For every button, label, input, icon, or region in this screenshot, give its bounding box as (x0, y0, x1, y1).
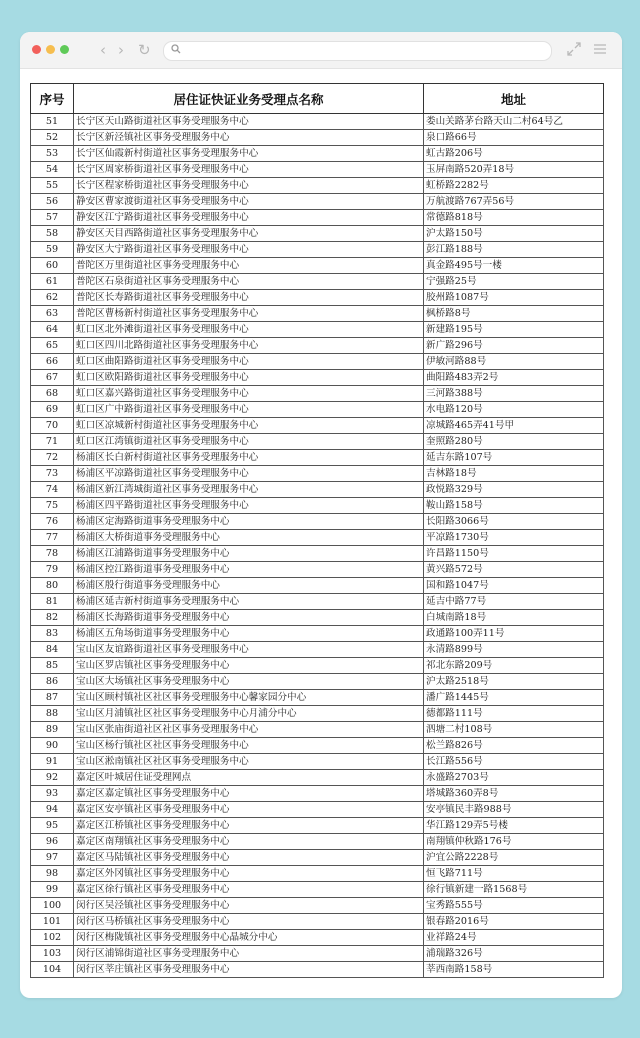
row-name: 闵行区莘庄镇社区事务受理服务中心 (74, 962, 424, 978)
search-icon (171, 44, 181, 54)
row-address: 莘西南路158号 (424, 962, 604, 978)
row-address: 松兰路826号 (424, 738, 604, 754)
row-name: 杨浦区江浦路街道事务受理服务中心 (74, 546, 424, 562)
row-name: 杨浦区新江湾城街道社区事务受理服务中心 (74, 482, 424, 498)
table-row (31, 738, 604, 754)
row-address: 彭江路188号 (424, 242, 604, 258)
row-name: 宝山区罗店镇社区事务受理服务中心 (74, 658, 424, 674)
row-name: 闵行区梅陇镇社区事务受理服务中心晶城分中心 (74, 930, 424, 946)
table-row (31, 210, 604, 226)
row-address: 银春路2016号 (424, 914, 604, 930)
row-address: 玉屏南路520弄18号 (424, 162, 604, 178)
table-row (31, 914, 604, 930)
row-index: 94 (31, 802, 74, 818)
row-address: 白城南路18号 (424, 610, 604, 626)
row-address: 虹桥路2282号 (424, 178, 604, 194)
row-address: 凉城路465弄41号甲 (424, 418, 604, 434)
row-address: 塔城路360弄8号 (424, 786, 604, 802)
table-row (31, 290, 604, 306)
row-address: 华江路129弄5号楼 (424, 818, 604, 834)
table-row (31, 114, 604, 130)
table-row (31, 242, 604, 258)
row-index: 70 (31, 418, 74, 434)
table-row (31, 850, 604, 866)
row-index: 86 (31, 674, 74, 690)
row-name: 虹口区凉城新村街道社区事务受理服务中心 (74, 418, 424, 434)
row-index: 75 (31, 498, 74, 514)
row-index: 57 (31, 210, 74, 226)
row-address: 浦瑞路326号 (424, 946, 604, 962)
table-row (31, 754, 604, 770)
table-row (31, 866, 604, 882)
row-index: 77 (31, 530, 74, 546)
row-address: 政通路100弄11号 (424, 626, 604, 642)
browser-window (20, 32, 622, 998)
row-name: 虹口区欧阳路街道社区事务受理服务中心 (74, 370, 424, 386)
row-name: 宝山区杨行镇社区社区事务受理服务中心 (74, 738, 424, 754)
row-index: 59 (31, 242, 74, 258)
row-name: 闵行区马桥镇社区事务受理服务中心 (74, 914, 424, 930)
row-index: 90 (31, 738, 74, 754)
row-address: 许昌路1150号 (424, 546, 604, 562)
table-row (31, 402, 604, 418)
table-row (31, 626, 604, 642)
row-address: 长阳路3066号 (424, 514, 604, 530)
row-index: 91 (31, 754, 74, 770)
table-row (31, 658, 604, 674)
table-row (31, 354, 604, 370)
row-address: 伊敏河路88号 (424, 354, 604, 370)
row-index: 96 (31, 834, 74, 850)
row-address: 南翔镇仲秋路176号 (424, 834, 604, 850)
row-name: 闵行区吴泾镇社区事务受理服务中心 (74, 898, 424, 914)
table-row (31, 514, 604, 530)
row-name: 嘉定区叶城居住证受理网点 (74, 770, 424, 786)
service-point-table (30, 83, 604, 978)
table-row (31, 594, 604, 610)
row-name: 杨浦区平凉路街道社区事务受理服务中心 (74, 466, 424, 482)
back-arrow-icon[interactable]: ‹ (100, 41, 106, 59)
table-row (31, 178, 604, 194)
row-address: 枫桥路8号 (424, 306, 604, 322)
row-name: 宝山区友谊路街道社区事务受理服务中心 (74, 642, 424, 658)
row-name: 虹口区江湾镇街道社区事务受理服务中心 (74, 434, 424, 450)
row-index: 78 (31, 546, 74, 562)
row-index: 102 (31, 930, 74, 946)
row-address: 常德路818号 (424, 210, 604, 226)
row-name: 嘉定区嘉定镇社区事务受理服务中心 (74, 786, 424, 802)
row-address: 泉口路66号 (424, 130, 604, 146)
row-index: 95 (31, 818, 74, 834)
row-address: 潘广路1445号 (424, 690, 604, 706)
row-index: 51 (31, 114, 74, 130)
row-index: 55 (31, 178, 74, 194)
row-index: 68 (31, 386, 74, 402)
row-address: 平凉路1730号 (424, 530, 604, 546)
row-name: 杨浦区殷行街道事务受理服务中心 (74, 578, 424, 594)
table-row (31, 930, 604, 946)
table-row (31, 562, 604, 578)
row-index: 79 (31, 562, 74, 578)
row-index: 74 (31, 482, 74, 498)
row-address: 恒飞路711号 (424, 866, 604, 882)
row-name: 宝山区顾村镇社区社区事务受理服务中心馨家园分中心 (74, 690, 424, 706)
expand-icon[interactable] (566, 41, 582, 57)
row-index: 98 (31, 866, 74, 882)
row-name: 嘉定区安亭镇社区事务受理服务中心 (74, 802, 424, 818)
table-row (31, 546, 604, 562)
row-address: 安亭镇民丰路988号 (424, 802, 604, 818)
table-row (31, 530, 604, 546)
row-address: 政悦路329号 (424, 482, 604, 498)
table-header-row (31, 84, 604, 114)
table-row (31, 194, 604, 210)
hamburger-menu-icon[interactable] (592, 41, 608, 57)
row-address: 延吉中路77号 (424, 594, 604, 610)
row-address: 徐行镇新建一路1568号 (424, 882, 604, 898)
row-address: 永盛路2703号 (424, 770, 604, 786)
row-address: 万航渡路767弄56号 (424, 194, 604, 210)
row-name: 虹口区四川北路街道社区事务受理服务中心 (74, 338, 424, 354)
row-name: 普陀区万里街道社区事务受理服务中心 (74, 258, 424, 274)
row-name: 杨浦区延吉新村街道事务受理服务中心 (74, 594, 424, 610)
row-address: 国和路1047号 (424, 578, 604, 594)
table-row (31, 642, 604, 658)
row-index: 56 (31, 194, 74, 210)
row-name: 长宁区仙霞新村街道社区事务受理服务中心 (74, 146, 424, 162)
row-index: 80 (31, 578, 74, 594)
row-address: 泗塘二村108号 (424, 722, 604, 738)
row-index: 71 (31, 434, 74, 450)
row-index: 53 (31, 146, 74, 162)
table-row (31, 578, 604, 594)
forward-arrow-icon[interactable]: › (118, 41, 124, 59)
table-row (31, 770, 604, 786)
row-index: 99 (31, 882, 74, 898)
table-row (31, 386, 604, 402)
row-address: 鞍山路158号 (424, 498, 604, 514)
row-name: 嘉定区外冈镇社区事务受理服务中心 (74, 866, 424, 882)
row-index: 104 (31, 962, 74, 978)
table-row (31, 498, 604, 514)
row-name: 杨浦区定海路街道事务受理服务中心 (74, 514, 424, 530)
row-address: 新建路195号 (424, 322, 604, 338)
row-address: 宝秀路555号 (424, 898, 604, 914)
table-row (31, 450, 604, 466)
row-index: 69 (31, 402, 74, 418)
row-address: 祁北东路209号 (424, 658, 604, 674)
row-index: 81 (31, 594, 74, 610)
row-name: 普陀区曹杨新村街道社区事务受理服务中心 (74, 306, 424, 322)
table-row (31, 322, 604, 338)
row-name: 宝山区张庙街道社区社区事务受理服务中心 (74, 722, 424, 738)
row-address: 真金路495号一楼 (424, 258, 604, 274)
row-address: 沪太路150号 (424, 226, 604, 242)
row-index: 87 (31, 690, 74, 706)
row-name: 虹口区曲阳路街道社区事务受理服务中心 (74, 354, 424, 370)
row-index: 89 (31, 722, 74, 738)
row-address: 宁强路25号 (424, 274, 604, 290)
table-row (31, 370, 604, 386)
table-row (31, 306, 604, 322)
row-name: 杨浦区大桥街道事务受理服务中心 (74, 530, 424, 546)
table-body (31, 114, 604, 978)
row-name: 嘉定区江桥镇社区事务受理服务中心 (74, 818, 424, 834)
row-name: 静安区大宁路街道社区事务受理服务中心 (74, 242, 424, 258)
row-name: 嘉定区南翔镇社区事务受理服务中心 (74, 834, 424, 850)
row-address: 新广路296号 (424, 338, 604, 354)
row-name: 普陀区长寿路街道社区事务受理服务中心 (74, 290, 424, 306)
header-index: 序号 (31, 84, 74, 114)
row-index: 54 (31, 162, 74, 178)
row-name: 闵行区浦锦街道社区事务受理服务中心 (74, 946, 424, 962)
row-address: 沪太路2518号 (424, 674, 604, 690)
table-row (31, 786, 604, 802)
row-index: 76 (31, 514, 74, 530)
table-row (31, 834, 604, 850)
table-row (31, 690, 604, 706)
row-name: 杨浦区五角场街道事务受理服务中心 (74, 626, 424, 642)
header-address: 地址 (424, 84, 604, 114)
table-row (31, 258, 604, 274)
table-row (31, 898, 604, 914)
row-name: 嘉定区马陆镇社区事务受理服务中心 (74, 850, 424, 866)
table-row (31, 946, 604, 962)
url-input[interactable] (186, 43, 546, 59)
table-row (31, 466, 604, 482)
row-name: 长宁区新泾镇社区事务受理服务中心 (74, 130, 424, 146)
table-row (31, 418, 604, 434)
table-row (31, 338, 604, 354)
table-row (31, 130, 604, 146)
row-index: 97 (31, 850, 74, 866)
row-name: 嘉定区徐行镇社区事务受理服务中心 (74, 882, 424, 898)
table-row (31, 482, 604, 498)
table-row (31, 882, 604, 898)
row-name: 静安区曹家渡街道社区事务受理服务中心 (74, 194, 424, 210)
row-index: 58 (31, 226, 74, 242)
row-index: 52 (31, 130, 74, 146)
row-index: 63 (31, 306, 74, 322)
row-index: 72 (31, 450, 74, 466)
row-index: 67 (31, 370, 74, 386)
row-name: 虹口区嘉兴路街道社区事务受理服务中心 (74, 386, 424, 402)
table-row (31, 162, 604, 178)
row-name: 长宁区周家桥街道社区事务受理服务中心 (74, 162, 424, 178)
row-index: 73 (31, 466, 74, 482)
row-name: 静安区天目西路街道社区事务受理服务中心 (74, 226, 424, 242)
row-index: 103 (31, 946, 74, 962)
table-row (31, 274, 604, 290)
row-address: 长江路556号 (424, 754, 604, 770)
row-index: 65 (31, 338, 74, 354)
row-address: 奎照路280号 (424, 434, 604, 450)
row-name: 虹口区广中路街道社区事务受理服务中心 (74, 402, 424, 418)
table-row (31, 674, 604, 690)
row-index: 60 (31, 258, 74, 274)
row-name: 宝山区月浦镇社区社区事务受理服务中心月浦分中心 (74, 706, 424, 722)
row-name: 静安区江宁路街道社区事务受理服务中心 (74, 210, 424, 226)
row-index: 84 (31, 642, 74, 658)
row-address: 三河路388号 (424, 386, 604, 402)
row-address: 水电路120号 (424, 402, 604, 418)
minimize-window-dot[interactable] (46, 45, 55, 54)
row-index: 101 (31, 914, 74, 930)
row-address: 永清路899号 (424, 642, 604, 658)
table-row (31, 434, 604, 450)
table-row (31, 610, 604, 626)
row-address: 业祥路24号 (424, 930, 604, 946)
row-address: 吉林路18号 (424, 466, 604, 482)
row-address: 胶州路1087号 (424, 290, 604, 306)
table-row (31, 722, 604, 738)
row-name: 杨浦区四平路街道社区事务受理服务中心 (74, 498, 424, 514)
table-row (31, 706, 604, 722)
browser-toolbar (20, 32, 622, 69)
row-index: 64 (31, 322, 74, 338)
row-name: 宝山区淞南镇社区社区事务受理服务中心 (74, 754, 424, 770)
row-address: 延吉东路107号 (424, 450, 604, 466)
row-index: 92 (31, 770, 74, 786)
row-name: 杨浦区长海路街道事务受理服务中心 (74, 610, 424, 626)
table-row (31, 146, 604, 162)
table-row (31, 818, 604, 834)
row-name: 长宁区天山路街道社区事务受理服务中心 (74, 114, 424, 130)
row-address: 曲阳路483弄2号 (424, 370, 604, 386)
table-row (31, 226, 604, 242)
row-index: 62 (31, 290, 74, 306)
row-name: 宝山区大场镇社区事务受理服务中心 (74, 674, 424, 690)
row-name: 虹口区北外滩街道社区事务受理服务中心 (74, 322, 424, 338)
table-row (31, 802, 604, 818)
row-index: 88 (31, 706, 74, 722)
row-address: 娄山关路茅台路天山二村64号乙 (424, 114, 604, 130)
row-name: 长宁区程家桥街道社区事务受理服务中心 (74, 178, 424, 194)
row-address: 德都路111号 (424, 706, 604, 722)
row-address: 黄兴路572号 (424, 562, 604, 578)
table-row (31, 962, 604, 978)
address-bar[interactable] (163, 41, 552, 61)
close-window-dot[interactable] (32, 45, 41, 54)
maximize-window-dot[interactable] (60, 45, 69, 54)
reload-icon[interactable]: ↻ (138, 41, 151, 59)
row-index: 93 (31, 786, 74, 802)
row-name: 杨浦区长白新村街道社区事务受理服务中心 (74, 450, 424, 466)
row-index: 82 (31, 610, 74, 626)
row-index: 85 (31, 658, 74, 674)
row-index: 83 (31, 626, 74, 642)
row-address: 沪宜公路2228号 (424, 850, 604, 866)
row-index: 100 (31, 898, 74, 914)
row-name: 普陀区石泉街道社区事务受理服务中心 (74, 274, 424, 290)
header-name: 居住证快证业务受理点名称 (74, 84, 424, 114)
row-name: 杨浦区控江路街道事务受理服务中心 (74, 562, 424, 578)
row-address: 虹古路206号 (424, 146, 604, 162)
row-index: 61 (31, 274, 74, 290)
row-index: 66 (31, 354, 74, 370)
